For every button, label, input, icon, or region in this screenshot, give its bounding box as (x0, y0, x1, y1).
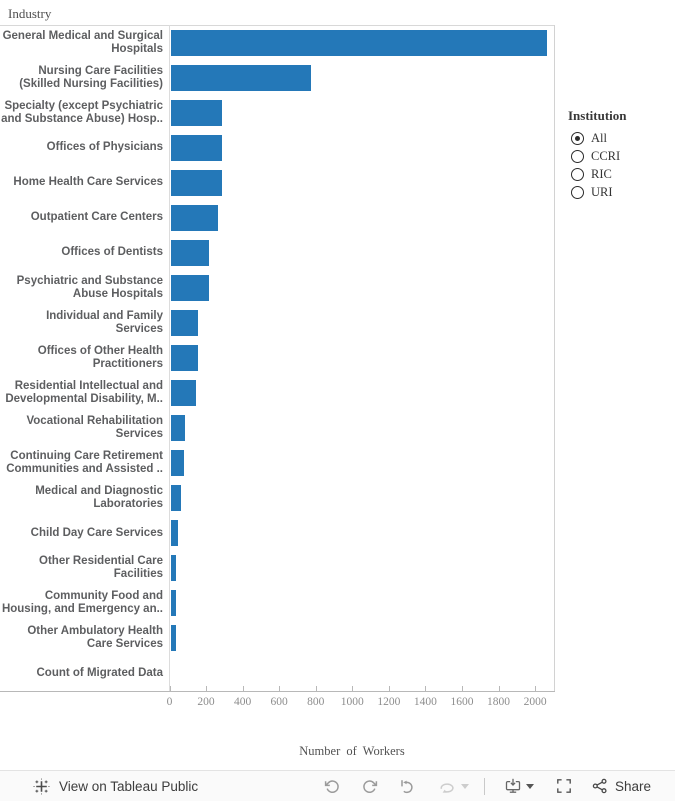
bar-14[interactable] (171, 485, 181, 511)
view-on-tableau-public-link[interactable] (33, 778, 198, 795)
category-label[interactable]: Individual and Family Services (46, 309, 163, 335)
institution-filter (571, 129, 620, 201)
reset-button[interactable] (398, 776, 418, 796)
bar-11[interactable] (171, 380, 197, 406)
x-tick-label: 800 (307, 696, 325, 708)
fullscreen-icon (555, 777, 573, 795)
resume-options-caret[interactable] (461, 784, 469, 789)
x-tick-mark (170, 686, 171, 691)
institution-option-label: All (591, 130, 607, 145)
download-options-caret[interactable] (526, 784, 534, 789)
legend-title: Institution (568, 108, 627, 123)
toolbar-actions (322, 776, 651, 796)
bar-4[interactable] (171, 135, 222, 161)
bar-9[interactable] (171, 310, 199, 336)
category-label[interactable]: Psychiatric and Substance Abuse Hospitals (16, 274, 163, 300)
radio-icon[interactable] (571, 168, 584, 181)
category-label[interactable]: Continuing Care Retirement Communities and Assisted .. (6, 450, 163, 476)
undo-icon (323, 777, 341, 795)
institution-option-uri[interactable] (571, 183, 620, 201)
x-tick-mark (352, 686, 353, 691)
category-label[interactable]: Offices of Other Health Practitioners (37, 344, 163, 370)
redo-icon (361, 777, 379, 795)
institution-option-label: URI (591, 184, 613, 199)
share-label[interactable]: Share (614, 778, 651, 794)
x-tick-label: 200 (197, 696, 215, 708)
x-tick-mark (535, 686, 536, 691)
x-tick-mark (279, 686, 280, 691)
bar-3[interactable] (171, 100, 222, 126)
resume-icon (437, 777, 455, 795)
bar-1[interactable] (171, 30, 548, 56)
x-tick-label: 400 (233, 696, 252, 708)
x-tick-mark (499, 686, 500, 691)
x-tick-label: 1800 (487, 696, 511, 708)
x-tick-mark (462, 686, 463, 691)
category-label[interactable]: Home Health Care Services (13, 176, 163, 189)
redo-button[interactable] (360, 776, 380, 796)
category-label[interactable]: Other Residential Care Facilities (39, 555, 163, 581)
fullscreen-button[interactable] (554, 776, 574, 796)
x-tick-mark (206, 686, 207, 691)
bar-8[interactable] (171, 275, 209, 301)
tableau-toolbar (0, 770, 675, 801)
resume-button[interactable] (436, 776, 456, 796)
download-icon (504, 777, 522, 795)
x-tick-mark (389, 686, 390, 691)
category-label[interactable]: Offices of Physicians (46, 141, 163, 154)
category-label[interactable]: Offices of Dentists (61, 246, 163, 259)
bar-17[interactable] (171, 590, 176, 616)
bar-6[interactable] (171, 205, 219, 231)
x-tick-label: 0 (166, 696, 173, 708)
bar-7[interactable] (171, 240, 210, 266)
radio-icon[interactable] (571, 186, 584, 199)
bar-15[interactable] (171, 520, 178, 546)
category-label[interactable]: Residential Intellectual and Developmental Disability, M.. (5, 380, 163, 406)
category-label[interactable]: Outpatient Care Centers (30, 211, 163, 224)
institution-option-label: CCRI (591, 148, 621, 163)
bar-16[interactable] (171, 555, 176, 581)
category-label[interactable]: Child Day Care Services (30, 526, 163, 539)
category-label[interactable]: Nursing Care Facilities (Skilled Nursing Facilities) (19, 64, 163, 90)
x-tick-label: 2000 (523, 696, 547, 708)
view-on-tableau-public-label[interactable]: View on Tableau Public (59, 778, 199, 794)
radio-selected-icon[interactable] (571, 132, 584, 145)
x-tick-mark (316, 686, 317, 691)
category-label[interactable]: Vocational Rehabilitation Services (26, 415, 163, 441)
bar-12[interactable] (171, 415, 186, 441)
institution-option-label: RIC (591, 166, 612, 181)
category-label[interactable]: Count of Migrated Data (36, 666, 163, 679)
share-button[interactable] (591, 777, 651, 795)
bar-18[interactable] (171, 625, 176, 651)
institution-option-ric[interactable] (571, 165, 620, 183)
bar-5[interactable] (171, 170, 223, 196)
x-tick-label: 1600 (450, 696, 474, 708)
bar-2[interactable] (171, 65, 312, 91)
reset-icon (399, 777, 417, 795)
x-axis-title: Number of Workers (299, 744, 405, 758)
category-label[interactable]: Specialty (except Psychiatric and Substance Abuse) Hosp.. (1, 99, 163, 125)
x-tick-mark (243, 686, 244, 691)
x-tick-mark (425, 686, 426, 691)
undo-button[interactable] (322, 776, 342, 796)
category-label[interactable]: Other Ambulatory Health Care Services (27, 625, 163, 651)
x-tick-label: 1200 (377, 696, 401, 708)
column-header: Industry (8, 6, 52, 21)
x-tick-label: 600 (270, 696, 288, 708)
x-tick-label: 1000 (340, 696, 364, 708)
bar-13[interactable] (171, 450, 185, 476)
tableau-logo-icon (33, 778, 50, 795)
institution-option-ccri[interactable] (571, 147, 620, 165)
category-label[interactable]: General Medical and Surgical Hospitals (2, 29, 163, 55)
share-icon (591, 777, 609, 795)
toolbar-separator (484, 778, 485, 795)
x-axis-line (0, 691, 555, 692)
institution-option-all[interactable] (571, 129, 620, 147)
bar-10[interactable] (171, 345, 198, 371)
radio-icon[interactable] (571, 150, 584, 163)
plot-right-border (554, 25, 555, 691)
category-label[interactable]: Community Food and Housing, and Emergency an.. (1, 590, 163, 616)
category-label[interactable]: Medical and Diagnostic Laboratories (35, 485, 163, 511)
x-tick-label: 1400 (413, 696, 437, 708)
download-button[interactable] (503, 776, 523, 796)
